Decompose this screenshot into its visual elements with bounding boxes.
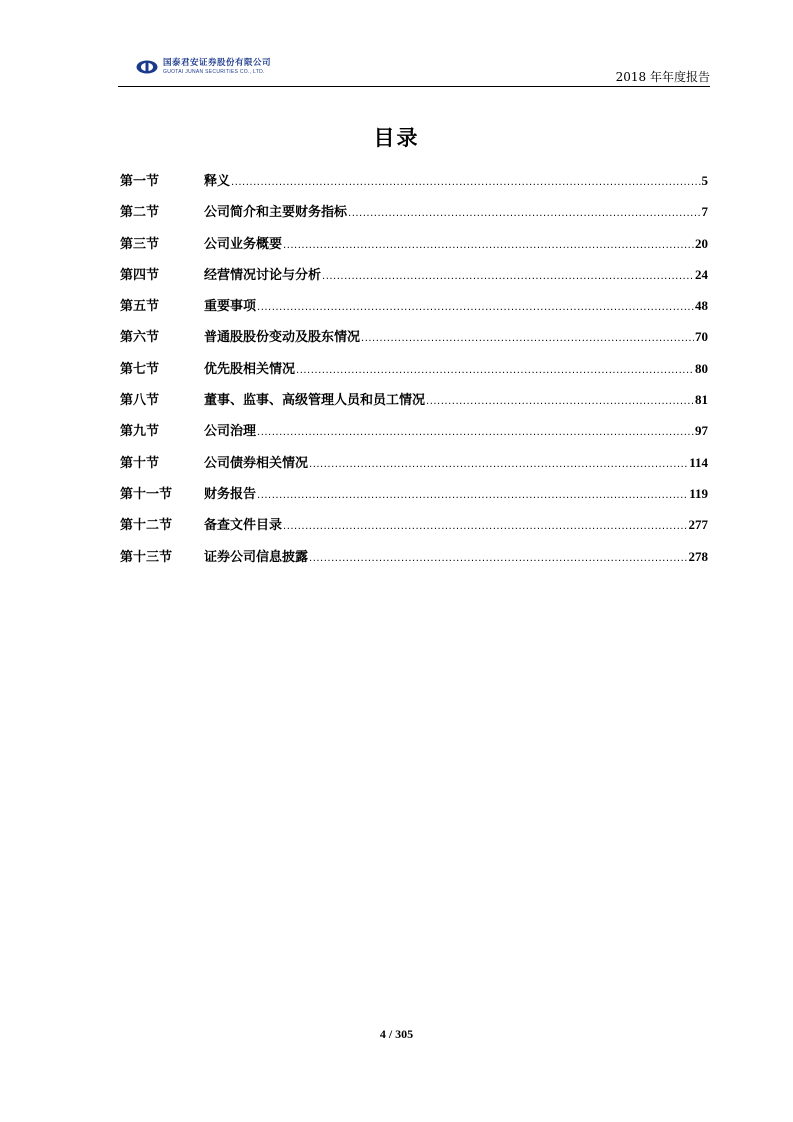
- toc-page-number[interactable]: 114: [689, 454, 708, 470]
- toc-section-title[interactable]: 重要事项: [204, 299, 257, 315]
- toc-page-number[interactable]: 24: [695, 266, 708, 282]
- toc-entry[interactable]: [120, 389, 708, 420]
- toc-entry[interactable]: [120, 201, 708, 232]
- toc-dot-leader: [296, 365, 694, 376]
- toc-section-title[interactable]: 备查文件目录: [204, 518, 283, 534]
- toc-section-number: 第五节: [120, 299, 160, 315]
- toc-section-number: 第一节: [120, 174, 160, 189]
- toc-entry[interactable]: [120, 170, 708, 201]
- toc-entry[interactable]: [120, 514, 708, 545]
- toc-entry[interactable]: [120, 326, 708, 357]
- toc-section-number: 第十三节: [120, 549, 173, 565]
- toc-entry[interactable]: [120, 483, 708, 514]
- toc-entry[interactable]: [120, 233, 708, 264]
- toc-entry[interactable]: [120, 358, 708, 389]
- toc-title: 目录: [373, 126, 420, 150]
- logo-emblem-icon: [136, 60, 158, 74]
- toc-dot-leader: [322, 271, 694, 282]
- toc-section-title[interactable]: 释义: [204, 174, 231, 189]
- toc-section-title[interactable]: 公司业务概要: [204, 236, 283, 252]
- toc-dot-leader: [309, 459, 688, 470]
- toc-section-title[interactable]: 普通股股份变动及股东情况: [204, 330, 361, 346]
- toc-entry[interactable]: [120, 452, 708, 483]
- toc-entry[interactable]: [120, 295, 708, 326]
- toc-page-number[interactable]: 81: [695, 392, 708, 408]
- toc-page-number[interactable]: 20: [695, 235, 708, 251]
- toc-dot-leader: [257, 427, 694, 438]
- toc-page-number[interactable]: 5: [701, 173, 708, 188]
- toc-dot-leader: [309, 553, 687, 564]
- toc-section-title[interactable]: 公司治理: [204, 424, 257, 440]
- toc-page-number[interactable]: 97: [695, 423, 708, 439]
- toc-dot-leader: [348, 208, 700, 219]
- toc-entry[interactable]: [120, 420, 708, 451]
- toc-section-number: 第三节: [120, 236, 160, 252]
- toc-page-number[interactable]: 70: [695, 329, 708, 345]
- page-header: [118, 56, 710, 87]
- logo-chinese-name: 国泰君安证券股份有限公司: [163, 58, 272, 68]
- toc-entry[interactable]: [120, 546, 708, 577]
- toc-section-title[interactable]: 公司简介和主要财务指标: [204, 205, 348, 221]
- toc-page-number[interactable]: 119: [689, 485, 708, 501]
- toc-page-number[interactable]: 7: [701, 204, 708, 220]
- toc-dot-leader: [257, 490, 688, 501]
- toc-dot-leader: [361, 333, 694, 344]
- toc-section-number: 第二节: [120, 205, 160, 221]
- toc-section-title[interactable]: 董事、监事、高级管理人员和员工情况: [204, 393, 426, 409]
- toc-dot-leader: [257, 302, 694, 313]
- toc-section-title[interactable]: 证券公司信息披露: [204, 549, 309, 565]
- toc-dot-leader: [231, 177, 700, 188]
- toc-section-number: 第四节: [120, 267, 160, 283]
- table-of-contents: [120, 170, 708, 577]
- toc-page-number[interactable]: 277: [688, 517, 708, 533]
- toc-entry[interactable]: [120, 264, 708, 295]
- company-logo: [136, 59, 271, 75]
- toc-page-number[interactable]: 278: [688, 548, 708, 564]
- toc-dot-leader: [283, 240, 694, 251]
- toc-section-number: 第十节: [120, 455, 160, 471]
- toc-section-number: 第十一节: [120, 486, 173, 502]
- toc-section-number: 第十二节: [120, 518, 173, 534]
- toc-section-title[interactable]: 经营情况讨论与分析: [204, 267, 322, 283]
- toc-section-number: 第八节: [120, 393, 160, 409]
- toc-section-number: 第六节: [120, 330, 160, 346]
- toc-section-title[interactable]: 财务报告: [204, 486, 257, 502]
- toc-section-number: 第七节: [120, 361, 160, 377]
- toc-page-number[interactable]: 48: [695, 298, 708, 314]
- toc-page-number[interactable]: 80: [695, 360, 708, 376]
- report-title: 2018 年年度报告: [615, 70, 710, 84]
- toc-dot-leader: [283, 521, 687, 532]
- logo-english-name: GUOTAI JUNAN SECURITIES CO., LTD.: [163, 68, 265, 75]
- toc-dot-leader: [426, 396, 694, 407]
- page-number: 4 / 305: [379, 1027, 414, 1041]
- toc-section-number: 第九节: [120, 424, 160, 440]
- toc-section-title[interactable]: 优先股相关情况: [204, 361, 296, 377]
- toc-section-title[interactable]: 公司债券相关情况: [204, 455, 309, 471]
